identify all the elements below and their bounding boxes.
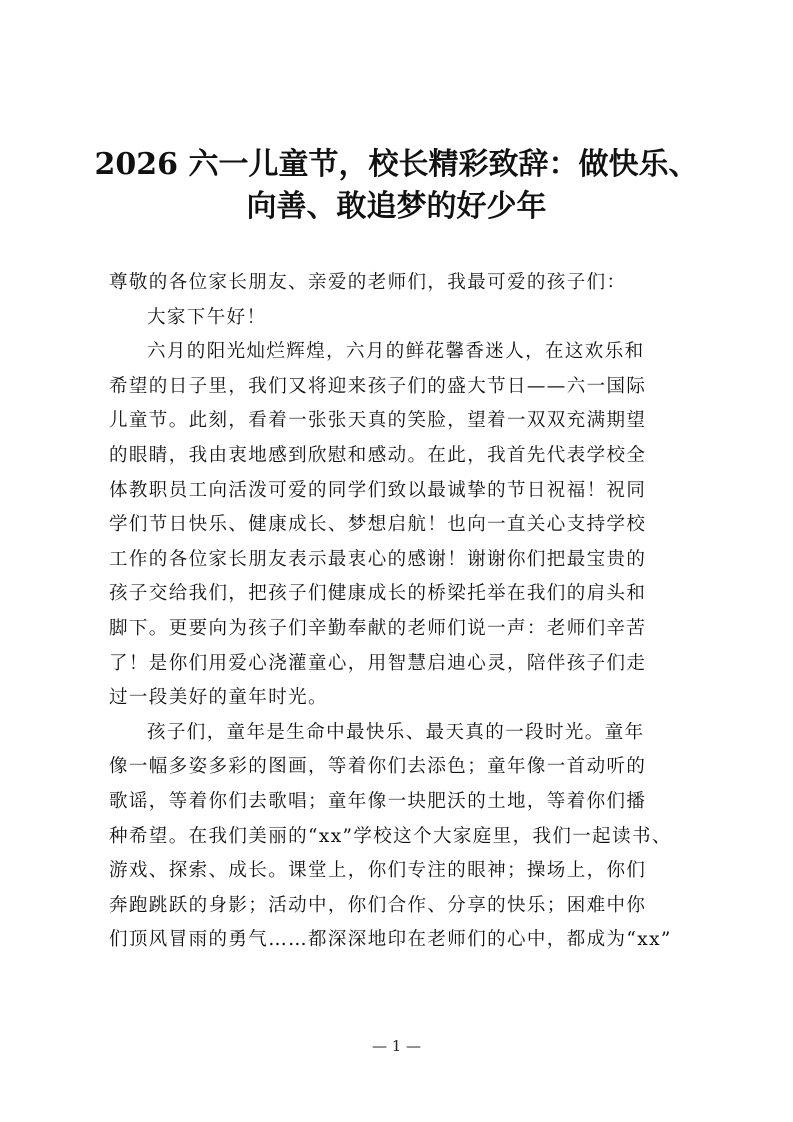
page-number: — 1 — xyxy=(371,1037,422,1055)
paragraph-2-line: 孩子们，童年是生命中最快乐、最天真的一段时光。童年 xyxy=(147,721,645,743)
paragraph-2-line: 们顶风冒雨的勇气……都深深地印在老师们的心中，都成为“xx” xyxy=(109,929,672,951)
paragraph-1-line: 学们节日快乐、健康成长、梦想启航！也向一直关心支持学校 xyxy=(109,514,647,536)
paragraph-2-line: 像一幅多姿多彩的图画，等着你们去添色；童年像一首动听的 xyxy=(109,756,647,778)
paragraph-1-line: 脚下。更要向为孩子们辛勤奉献的老师们说一声：老师们辛苦 xyxy=(109,617,647,639)
paragraph-2-line: 种希望。在我们美丽的“xx”学校这个大家庭里，我们一起读书、 xyxy=(109,825,672,847)
greeting-line: 大家下午好！ xyxy=(147,306,267,328)
paragraph-2-line: 奔跑跳跃的身影；活动中，你们合作、分享的快乐；困难中你 xyxy=(109,894,647,916)
document-body xyxy=(109,266,687,958)
paragraph-1-line: 工作的各位家长朋友表示最衷心的感谢！谢谢你们把最宝贵的 xyxy=(109,548,647,570)
paragraph-1-line: 过一段美好的童年时光。 xyxy=(109,687,328,709)
title-line-1: 2026 六一儿童节，校长精彩致辞：做快乐、 xyxy=(94,147,699,182)
paragraph-1-line: 了！是你们用爱心浇灌童心，用智慧启迪心灵，陪伴孩子们走 xyxy=(109,652,647,674)
document-title xyxy=(90,144,703,228)
paragraph-1-line: 六月的阳光灿烂辉煌，六月的鲜花馨香迷人，在这欢乐和 xyxy=(147,341,645,363)
title-line-2: 向善、敢追梦的好少年 xyxy=(246,189,547,224)
paragraph-2-line: 游戏、探索、成长。课堂上，你们专注的眼神；操场上，你们 xyxy=(109,860,647,882)
paragraph-2-line: 歌谣，等着你们去歌唱；童年像一块肥沃的土地，等着你们播 xyxy=(109,790,647,812)
salutation-line: 尊敬的各位家长朋友、亲爱的老师们，我最可爱的孩子们： xyxy=(109,272,627,293)
paragraph-1-line: 孩子交给我们，把孩子们健康成长的桥梁托举在我们的肩头和 xyxy=(109,583,647,605)
paragraph-1-line: 儿童节。此刻，看着一张张天真的笑脸，望着一双双充满期望 xyxy=(109,410,647,432)
paragraph-1-line: 希望的日子里，我们又将迎来孩子们的盛大节日——六一国际 xyxy=(109,375,647,397)
paragraph-1-line: 体教职员工向活泼可爱的同学们致以最诚挚的节日祝福！祝同 xyxy=(109,479,647,501)
paragraph-1-line: 的眼睛，我由衷地感到欣慰和感动。在此，我首先代表学校全 xyxy=(109,444,647,466)
